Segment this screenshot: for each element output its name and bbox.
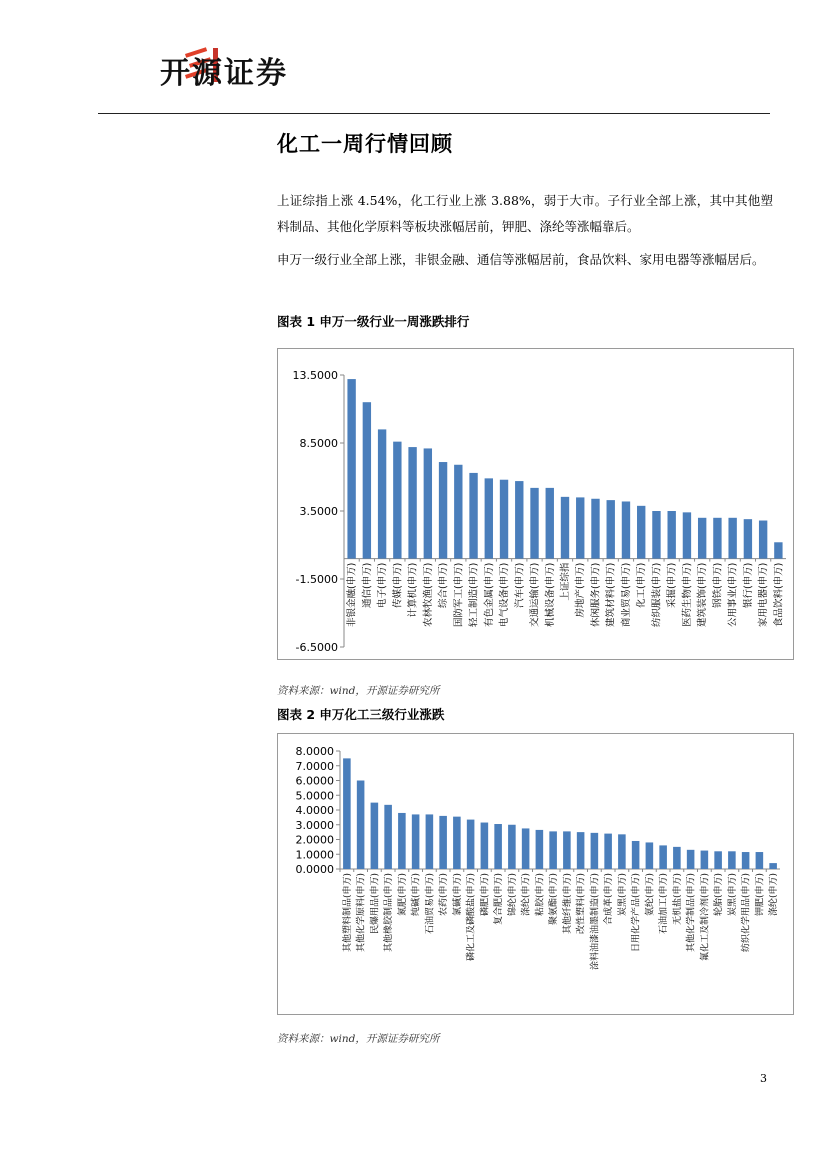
- y-tick-label: 1.0000: [295, 848, 334, 862]
- bar: [698, 518, 706, 559]
- bar: [637, 506, 645, 559]
- x-tick-label: 炭黑(申万): [727, 873, 738, 917]
- y-tick-label: 5.0000: [295, 789, 334, 803]
- x-tick-label: 钾肥(申万): [755, 873, 766, 917]
- brand-name: 开源证券: [160, 56, 288, 91]
- page-number: 3: [760, 1072, 767, 1085]
- x-tick-label: 有色金属(申万): [483, 562, 495, 628]
- bar: [363, 402, 371, 558]
- x-tick-label: 其他橡胶制品(申万): [384, 873, 395, 953]
- x-tick-label: 其他纤维(申万): [562, 873, 573, 935]
- y-tick-label: 7.0000: [295, 759, 334, 773]
- x-tick-label: 纯碱(申万): [411, 873, 422, 917]
- bar: [728, 518, 736, 559]
- x-tick-label: 交通运输(申万): [529, 562, 541, 628]
- bar: [439, 816, 447, 869]
- bar: [667, 511, 675, 559]
- bar: [378, 429, 386, 558]
- x-tick-label: 民爆用品(申万): [370, 873, 381, 935]
- paragraph-1: 上证综指上涨 4.54%，化工行业上涨 3.88%，弱于大市。子行业全部上涨，其中其他塑料制品、其他化学原料等板块涨幅居前，钾肥、涤纶等涨幅靠后。: [277, 193, 773, 234]
- x-tick-label: 其他塑料制品(申万): [342, 873, 353, 953]
- bar: [522, 828, 530, 869]
- bar: [439, 462, 447, 559]
- x-tick-label: 无机盐(申万): [672, 873, 683, 926]
- bar: [713, 518, 721, 559]
- bar: [618, 834, 626, 869]
- bar: [591, 499, 599, 559]
- x-tick-label: 计算机(申万): [407, 562, 419, 618]
- x-tick-label: 食品饮料(申万): [773, 562, 785, 628]
- x-tick-label: 公用事业(申万): [727, 562, 739, 628]
- x-tick-label: 非银金融(申万): [346, 562, 358, 628]
- bar: [683, 512, 691, 558]
- bar: [591, 833, 599, 869]
- bar: [508, 825, 516, 869]
- x-tick-label: 国防军工(申万): [453, 562, 465, 628]
- y-tick-label: 6.0000: [295, 774, 334, 788]
- bar: [742, 852, 750, 869]
- bar: [453, 817, 461, 869]
- bar: [515, 481, 523, 559]
- bar: [759, 521, 767, 559]
- section-title: 化工一周行情回顾: [277, 131, 453, 156]
- x-tick-label: 房地产(申万): [575, 562, 587, 618]
- bar: [424, 448, 432, 558]
- x-tick-label: 磷化工及磷酸盐(申万): [466, 873, 477, 962]
- x-tick-label: 休闲服务(申万): [590, 562, 602, 628]
- x-tick-label: 轮胎(申万): [714, 873, 725, 917]
- x-tick-label: 日用化学产品(申万): [631, 873, 642, 953]
- x-tick-label: 其他化学原料(申万): [356, 873, 367, 953]
- bar: [622, 501, 630, 558]
- bar: [774, 542, 782, 558]
- x-tick-label: 氨纶(申万): [645, 873, 656, 917]
- bar: [549, 831, 557, 869]
- figure-2-chart-frame: [277, 733, 794, 1015]
- bar: [469, 473, 477, 559]
- bar: [467, 820, 475, 869]
- x-tick-label: 涂料油漆油墨制造(申万): [590, 873, 601, 971]
- bar: [357, 781, 365, 870]
- x-tick-label: 商业贸易(申万): [620, 562, 632, 628]
- x-tick-label: 合成革(申万): [604, 873, 615, 926]
- x-tick-label: 磷肥(申万): [480, 873, 491, 917]
- x-tick-label: 化工(申万): [636, 562, 648, 609]
- x-tick-label: 采掘(申万): [666, 562, 678, 609]
- x-tick-label: 农药(申万): [439, 873, 450, 917]
- header-divider: [98, 113, 770, 114]
- bar: [347, 379, 355, 559]
- y-tick-label: 4.0000: [295, 804, 334, 817]
- bar: [500, 480, 508, 559]
- x-tick-label: 电子(申万): [377, 562, 389, 609]
- bar: [604, 834, 612, 869]
- y-tick-label: 3.5000: [299, 505, 338, 518]
- bar: [561, 497, 569, 559]
- bar: [481, 823, 489, 869]
- x-tick-label: 通信(申万): [361, 562, 373, 609]
- bar: [756, 852, 764, 869]
- bar: [384, 805, 392, 869]
- x-tick-label: 建筑装饰(申万): [697, 562, 709, 628]
- bar: [546, 488, 554, 559]
- x-tick-label: 纺织化学用品(申万): [741, 873, 752, 953]
- bar: [714, 851, 722, 869]
- y-tick-label: -1.5000: [295, 573, 338, 586]
- bar: [530, 488, 538, 559]
- bar: [485, 478, 493, 558]
- bar: [454, 465, 462, 559]
- x-tick-label: 涤纶(申万): [769, 873, 780, 917]
- bar: [426, 814, 434, 869]
- x-tick-label: 复合肥(申万): [494, 873, 505, 926]
- bar: [412, 814, 420, 869]
- x-tick-label: 家用电器(申万): [758, 562, 770, 628]
- y-tick-label: -6.5000: [295, 641, 338, 654]
- x-tick-label: 氯碱(申万): [452, 873, 463, 917]
- figure-1-source: 资料来源：wind，开源证券研究所: [277, 685, 440, 697]
- x-tick-label: 钢铁(申万): [712, 562, 724, 609]
- x-tick-label: 聚氨酯(申万): [549, 873, 560, 926]
- figure-1-chart: [278, 349, 793, 659]
- x-tick-label: 上证综指: [560, 562, 571, 601]
- figure-1-chart-frame: [277, 348, 794, 660]
- x-tick-label: 轻工制造(申万): [468, 562, 480, 628]
- x-tick-label: 炭黑(申万): [617, 873, 628, 917]
- y-tick-label: 2.0000: [295, 833, 334, 847]
- figure-1-caption: 图表 1 申万一级行业一周涨跌排行: [277, 314, 470, 329]
- x-tick-label: 其他化学制品(申万): [686, 873, 697, 953]
- bar: [494, 824, 502, 869]
- x-tick-label: 机械设备(申万): [544, 562, 556, 628]
- bar: [632, 841, 640, 869]
- x-tick-label: 纺织服装(申万): [651, 562, 663, 628]
- x-tick-label: 建筑材料(申万): [605, 562, 617, 628]
- x-tick-label: 农林牧渔(申万): [422, 562, 434, 628]
- y-tick-label: 3.0000: [295, 818, 334, 832]
- bar: [577, 832, 585, 869]
- x-tick-label: 粘胶(申万): [535, 873, 546, 917]
- x-tick-label: 电气设备(申万): [499, 562, 511, 628]
- figure-2-caption: 图表 2 申万化工三级行业涨跌: [277, 707, 445, 722]
- x-tick-label: 银行(申万): [742, 562, 754, 609]
- y-tick-label: 0.0000: [295, 863, 334, 876]
- x-tick-label: 改性塑料(申万): [576, 873, 587, 935]
- bar: [744, 519, 752, 558]
- bar: [687, 850, 695, 869]
- y-tick-label: 13.5000: [292, 369, 338, 382]
- bar: [607, 500, 615, 558]
- bar: [673, 847, 681, 869]
- bar: [659, 845, 667, 869]
- paragraph-2: 申万一级行业全部上涨，非银金融、通信等涨幅居前，食品饮料、家用电器等涨幅居后。: [277, 252, 765, 267]
- bar: [408, 447, 416, 559]
- x-tick-label: 医药生物(申万): [681, 562, 693, 628]
- x-tick-label: 氮肥(申万): [397, 873, 408, 917]
- x-tick-label: 氟化工及制冷剂(申万): [700, 873, 711, 962]
- bar: [652, 511, 660, 559]
- figure-2-chart: [278, 734, 793, 1014]
- y-tick-label: 8.0000: [295, 745, 334, 758]
- x-tick-label: 锦纶(申万): [507, 873, 518, 917]
- bar: [576, 497, 584, 558]
- x-tick-label: 汽车(申万): [514, 562, 526, 609]
- bar: [371, 803, 379, 869]
- bar: [646, 842, 654, 869]
- x-tick-label: 综合(申万): [438, 562, 450, 609]
- bar: [398, 813, 406, 869]
- x-tick-label: 石油加工(申万): [659, 873, 670, 935]
- bar: [393, 442, 401, 559]
- bar: [769, 863, 777, 869]
- bar: [536, 830, 544, 869]
- bar: [343, 758, 351, 869]
- x-tick-label: 涤纶(申万): [521, 873, 532, 917]
- bar: [701, 851, 709, 869]
- bar: [728, 851, 736, 869]
- figure-2-source: 资料来源：wind，开源证券研究所: [277, 1033, 440, 1045]
- x-tick-label: 石油贸易(申万): [425, 873, 436, 935]
- x-tick-label: 传媒(申万): [392, 562, 404, 609]
- bar: [563, 831, 571, 869]
- y-tick-label: 8.5000: [299, 437, 338, 450]
